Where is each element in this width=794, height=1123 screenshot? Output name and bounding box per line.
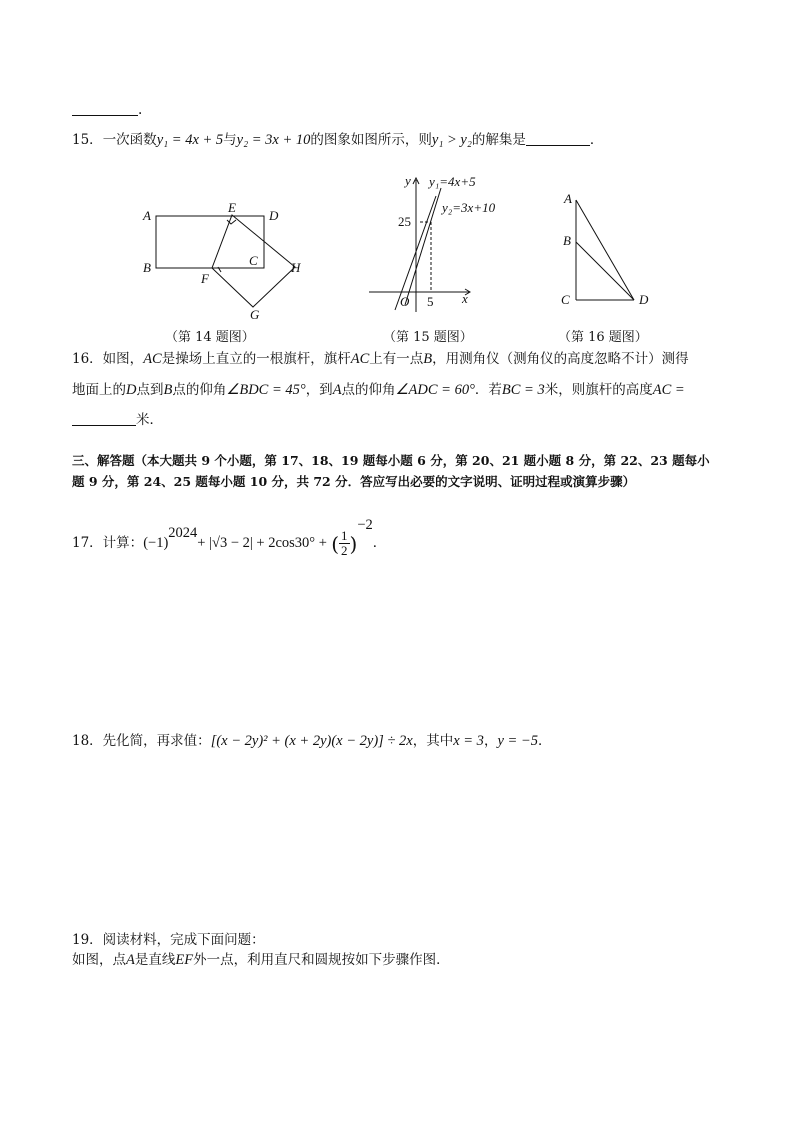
tick-label-25: 25 — [398, 214, 411, 229]
tick-label-5: 5 — [427, 294, 434, 309]
label-E: E — [228, 200, 236, 215]
expression: [(x − 2y)² + (x + 2y)(x − 2y)] ÷ 2x — [210, 733, 413, 749]
caption-figure-16: （第 16 题图） — [558, 330, 648, 345]
fraction-one-half: ( — [331, 531, 339, 556]
caption-figure-15: （第 15 题图） — [383, 330, 473, 345]
axis-label-x: x — [462, 291, 468, 306]
question-19-line-2: 如图，点A是直线EF外一点，利用直尺和圆规按如下步骤作图． — [72, 952, 450, 968]
question-17: 17．计算：$(-1)^{2024}+ |√3 - 2| + 2\cos 30^\circ$ + ( $\frac{1}{2}$ )$^{-2}$． — [72, 505, 386, 545]
figure-16 — [555, 190, 655, 315]
figure-14 — [135, 195, 310, 325]
figure-15 — [365, 170, 510, 320]
label-B: B — [143, 260, 151, 275]
equation-1: y₁ = 4x + 5 — [156, 132, 224, 148]
section-3-heading-line-1: 三、解答题（本大题共 9 个小题，第 17、18、19 题每小题 6 分，第 20、21 题小题 8 分，第 22、23 题每小 — [72, 453, 710, 468]
inequality: y₁ > y₂ — [431, 132, 472, 148]
answer-blank — [72, 101, 138, 116]
section-3-heading-line-2: 题 9 分，第 24、25 题每小题 10 分，共 72 分．答应写出必要的文字说明、证明过程或演算步骤） — [72, 474, 636, 489]
origin-label: O — [400, 294, 410, 309]
axis-label-y: y — [405, 173, 411, 188]
question-16-line-1: 16．如图，AC是操场上直立的一根旗杆，旗杆AC上有一点B，用测角仪（测角仪的高度忽略不计）测得 — [72, 351, 689, 367]
equation-2: y₂ = 3x + 10 — [236, 132, 311, 148]
label-B: B — [563, 233, 571, 248]
fraction: $\frac{1}{2}$ — [341, 528, 348, 558]
label-D: D — [269, 208, 279, 223]
label-A: A — [564, 191, 572, 206]
question-16-line-3: 米． — [72, 410, 163, 430]
label-F: F — [201, 271, 209, 286]
label-C: C — [561, 292, 570, 307]
label-D: D — [639, 292, 649, 307]
label-C: C — [249, 253, 258, 268]
question-18: 18．先化简，再求值：[(x − 2y)² + (x + 2y)(x − 2y)] ÷ 2x，其中x = 3，y = −5． — [72, 733, 552, 749]
answer-blank — [526, 131, 590, 146]
question-15: 15．一次函数y₁ = 4x + 5与y₂ = 3x + 10的图象如图所示，则y₁ > y₂的解集是 ． — [72, 132, 604, 148]
question-19-line-1: 19．阅读材料，完成下面问题： — [72, 932, 265, 948]
line-label-y1: y₁=4x+5 — [429, 174, 476, 189]
label-H: H — [291, 260, 301, 275]
answer-blank — [72, 411, 136, 426]
label-A: A — [143, 208, 151, 223]
question-16-line-2: 地面上的D点到B点的仰角∠BDC = 45°，到A点的仰角∠ADC = 60°．若BC = 3米，则旗杆的高度AC = — [72, 382, 685, 398]
caption-figure-14: （第 14 题图） — [165, 330, 255, 345]
label-G: G — [250, 307, 260, 322]
line-label-y2: y₂=3x+10 — [442, 200, 496, 215]
q14-answer-blank-line: . — [72, 100, 142, 120]
